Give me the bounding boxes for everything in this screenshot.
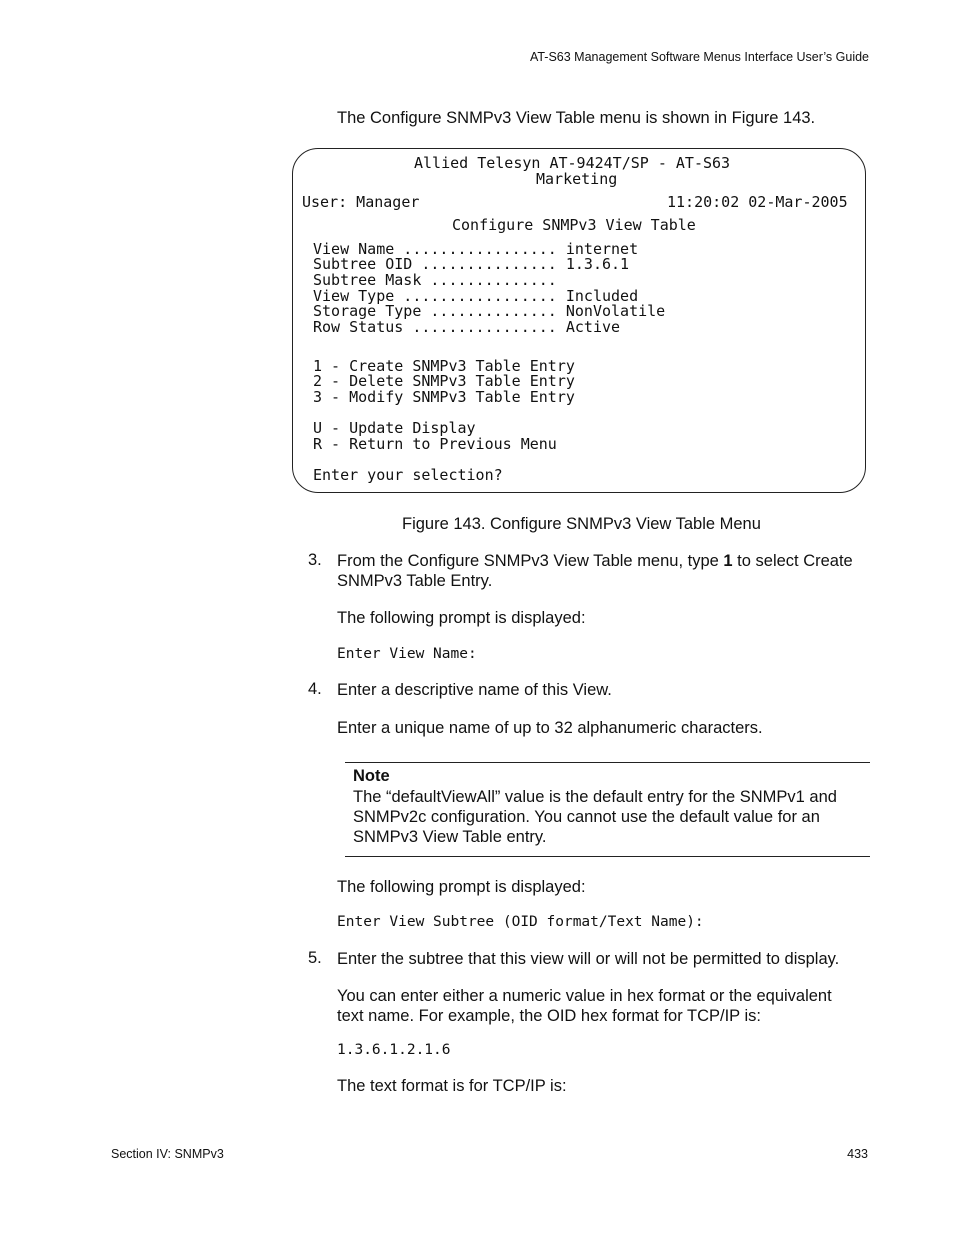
step-3-bold: 1 bbox=[723, 552, 733, 570]
note-title: Note bbox=[353, 767, 390, 785]
terminal-datetime: 11:20:02 02-Mar-2005 bbox=[667, 193, 848, 211]
field-subtree-oid: Subtree OID ............... 1.3.6.1 bbox=[313, 255, 630, 273]
code-oid-example: 1.3.6.1.2.1.6 bbox=[337, 1042, 451, 1058]
menu-option-create[interactable]: 1 - Create SNMPv3 Table Entry bbox=[313, 357, 575, 375]
code-enter-view-subtree: Enter View Subtree (OID format/Text Name): bbox=[337, 914, 704, 930]
field-storage-type: Storage Type .............. NonVolatile bbox=[313, 302, 666, 320]
terminal-prompt[interactable]: Enter your selection? bbox=[313, 466, 503, 484]
figure-caption: Figure 143. Configure SNMPv3 View Table Menu bbox=[402, 515, 761, 533]
menu-option-modify[interactable]: 3 - Modify SNMPv3 Table Entry bbox=[313, 388, 575, 406]
step-5-number: 5. bbox=[308, 949, 322, 967]
step-4-number: 4. bbox=[308, 680, 322, 698]
note-top-rule bbox=[345, 762, 870, 763]
step-5-text: Enter the subtree that this view will or will not be permitted to display. bbox=[337, 950, 840, 968]
note-bottom-rule bbox=[345, 856, 870, 857]
footer-section: Section IV: SNMPv3 bbox=[111, 1147, 224, 1161]
step-3-text bbox=[337, 551, 872, 591]
step-3-follow: The following prompt is displayed: bbox=[337, 609, 586, 627]
page-number: 433 bbox=[847, 1147, 868, 1161]
step-3-text-a: From the Configure SNMPv3 View Table menu, type bbox=[337, 552, 724, 570]
after-note-follow: The following prompt is displayed: bbox=[337, 878, 586, 896]
terminal-subtitle: Marketing bbox=[536, 170, 618, 188]
field-subtree-mask: Subtree Mask .............. bbox=[313, 271, 557, 289]
running-header: AT-S63 Management Software Menus Interface User’s Guide bbox=[529, 50, 869, 64]
step-3-number: 3. bbox=[308, 551, 322, 569]
step-3-text-b: to select Create SNMPv3 Table Entry. bbox=[337, 552, 853, 590]
step-5-detail: You can enter either a numeric value in hex format or the equivalent text name. For example, the OID hex format for TCP/IP is: bbox=[337, 987, 832, 1025]
field-view-type: View Type ................. Included bbox=[313, 287, 639, 305]
code-enter-view-name: Enter View Name: bbox=[337, 646, 477, 662]
note-body: The “defaultViewAll” value is the default entry for the SNMPv1 and SNMPv2c configuration. You cannot use the default value for an SNMPv3 View Table entry. bbox=[353, 788, 837, 846]
intro-text: The Configure SNMPv3 View Table menu is shown in Figure 143. bbox=[337, 109, 816, 127]
terminal-title: Allied Telesyn AT-9424T/SP - AT-S63 bbox=[414, 154, 731, 172]
terminal-user: User: Manager bbox=[302, 193, 420, 211]
field-row-status: Row Status ................ Active bbox=[313, 318, 621, 336]
field-view-name: View Name ................. internet bbox=[313, 240, 639, 258]
step-4-text: Enter a descriptive name of this View. bbox=[337, 681, 612, 699]
step-5-text-format: The text format is for TCP/IP is: bbox=[337, 1077, 567, 1095]
menu-option-return[interactable]: R - Return to Previous Menu bbox=[313, 435, 557, 453]
menu-option-delete[interactable]: 2 - Delete SNMPv3 Table Entry bbox=[313, 372, 575, 390]
terminal-menu-title: Configure SNMPv3 View Table bbox=[452, 216, 696, 234]
step-4-detail: Enter a unique name of up to 32 alphanumeric characters. bbox=[337, 719, 763, 737]
menu-option-update[interactable]: U - Update Display bbox=[313, 419, 476, 437]
